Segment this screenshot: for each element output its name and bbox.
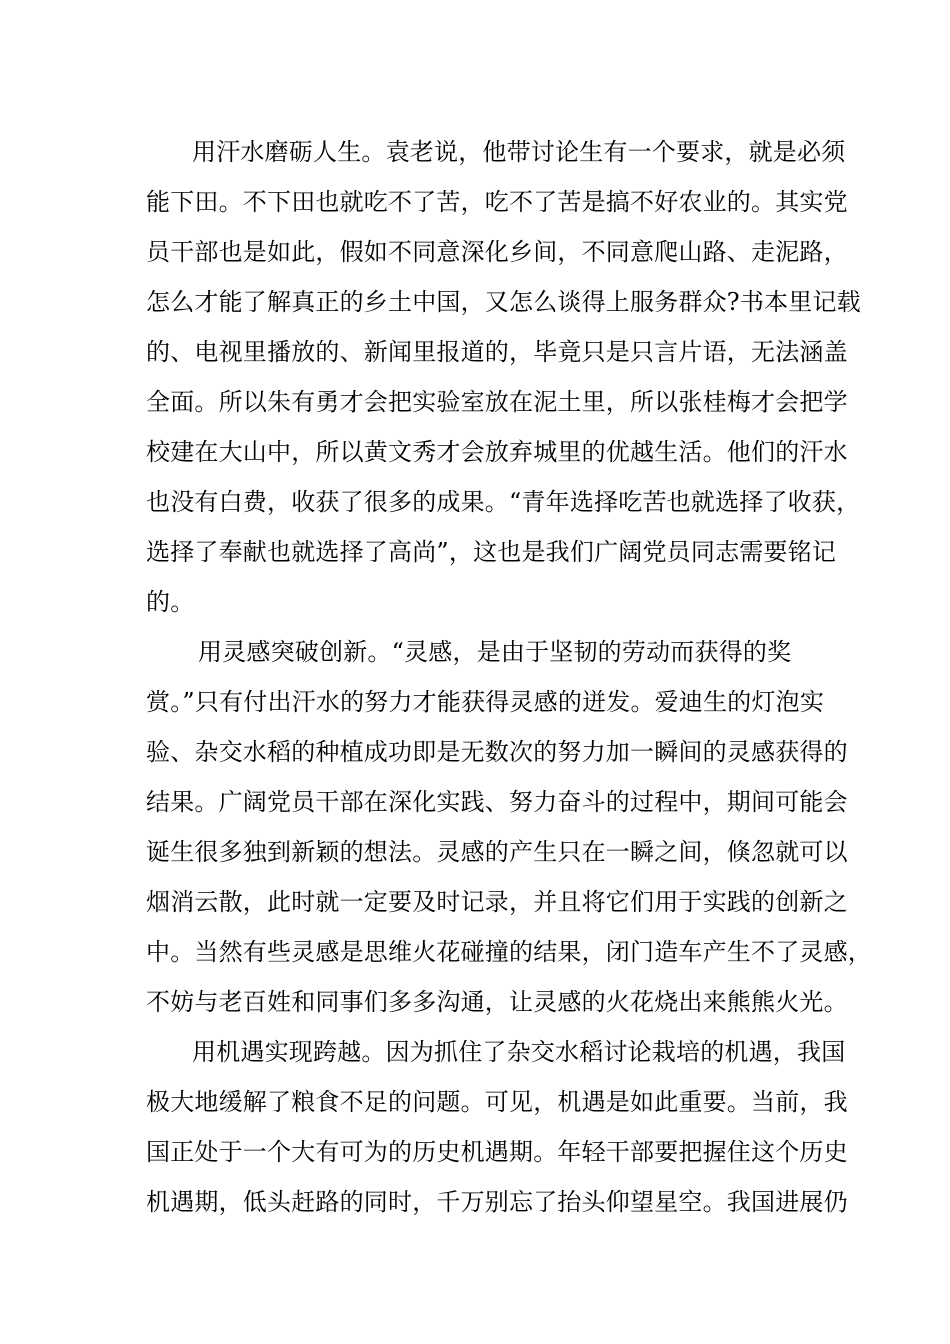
text-line: 的、电视里播放的、新闻里报道的，毕竟只是只言片语，无法涵盖 <box>146 338 848 366</box>
text-line: 机遇期，低头赶路的同时，千万别忘了抬头仰望星空。我国进展仍 <box>146 1188 848 1216</box>
text-line: 能下田。不下田也就吃不了苦，吃不了苦是搞不好农业的。其实党 <box>146 188 848 216</box>
text-line: 员干部也是如此，假如不同意深化乡间，不同意爬山路、走泥路， <box>146 238 848 266</box>
text-line: 极大地缓解了粮食不足的问题。可见，机遇是如此重要。当前，我 <box>146 1088 848 1116</box>
text-line: 验、杂交水稻的种植成功即是无数次的努力加一瞬间的灵感获得的 <box>146 738 848 766</box>
text-line: 结果。广阔党员干部在深化实践、努力奋斗的过程中，期间可能会 <box>146 788 848 816</box>
text-line: 用灵感突破创新。“灵感，是由于坚韧的劳动而获得的奖 <box>198 638 792 666</box>
text-line: 用汗水磨砺人生。袁老说，他带讨论生有一个要求，就是必须 <box>192 138 846 166</box>
text-line: 中。当然有些灵感是思维火花碰撞的结果，闭门造车产生不了灵感， <box>146 938 872 966</box>
text-line: 用机遇实现跨越。因为抓住了杂交水稻讨论栽培的机遇，我国 <box>192 1038 846 1066</box>
text-line: 赏。”只有付出汗水的努力才能获得灵感的迸发。爱迪生的灯泡实 <box>146 688 825 716</box>
text-line: 选择了奉献也就选择了高尚”，这也是我们广阔党员同志需要铭记 <box>146 538 837 566</box>
text-line: 烟消云散，此时就一定要及时记录，并且将它们用于实践的创新之 <box>146 888 848 916</box>
text-line: 国正处于一个大有可为的历史机遇期。年轻干部要把握住这个历史 <box>146 1138 848 1166</box>
text-line: 不妨与老百姓和同事们多多沟通，让灵感的火花烧出来熊熊火光。 <box>146 988 848 1016</box>
text-line: 全面。所以朱有勇才会把实验室放在泥土里，所以张桂梅才会把学 <box>146 388 848 416</box>
text-line: 校建在大山中，所以黄文秀才会放弃城里的优越生活。他们的汗水 <box>146 438 848 466</box>
text-line: 也没有白费，收获了很多的成果。“青年选择吃苦也就选择了收获， <box>146 488 861 516</box>
text-line: 怎么才能了解真正的乡土中国，又怎么谈得上服务群众?书本里记载 <box>146 288 861 316</box>
text-line: 诞生很多独到新颖的想法。灵感的产生只在一瞬之间，倏忽就可以 <box>146 838 848 866</box>
text-line: 的。 <box>146 588 195 616</box>
